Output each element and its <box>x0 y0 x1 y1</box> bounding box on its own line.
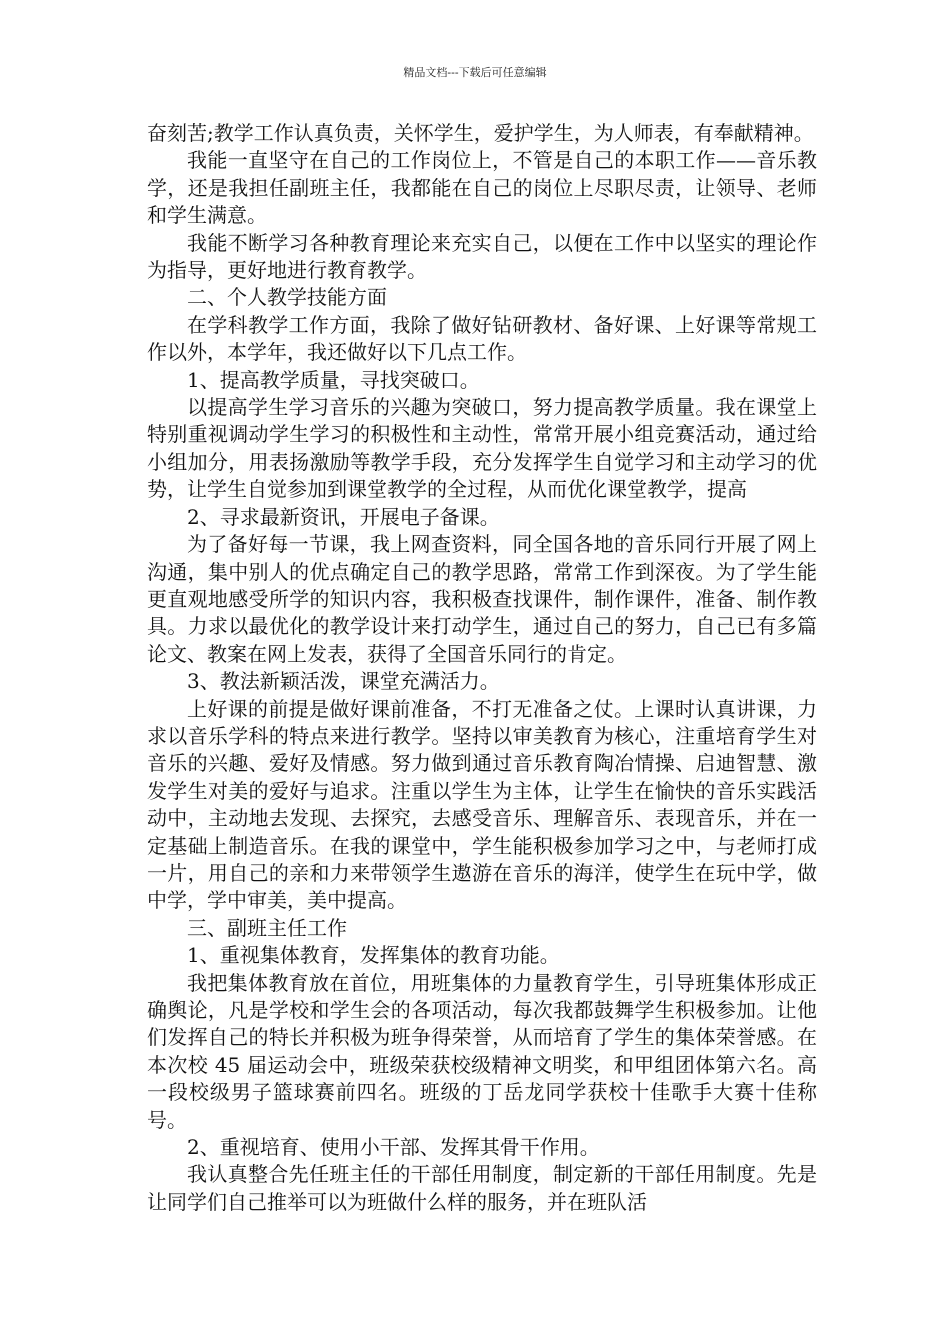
page-header: 精品文档---下载后可任意编辑 <box>403 66 547 79</box>
paragraph: 以提高学生学习音乐的兴趣为突破口，努力提高教学质量。我在课堂上特别重视调动学生学习的积极性和主动性，常常开展小组竞赛活动，通过给小组加分，用表扬激励等教学手段，充分发挥学生自觉学习和主动学习的优势，让学生自觉参加到课堂教学的全过程，从而优化课堂教学，提高 <box>147 395 817 502</box>
paragraph: 我能一直坚守在自己的工作岗位上，不管是自己的本职工作——音乐教学，还是我担任副班主任，我都能在自己的岗位上尽职尽责，让领导、老师和学生满意。 <box>147 148 817 228</box>
paragraph: 我能不断学习各种教育理论来充实自己，以便在工作中以坚实的理论作为指导，更好地进行教育教学。 <box>147 230 817 283</box>
paragraph: 奋刻苦;教学工作认真负责，关怀学生，爱护学生，为人师表，有奉献精神。 <box>147 121 814 145</box>
subheading: 2、重视培育、使用小干部、发挥其骨干作用。 <box>187 1135 600 1160</box>
paragraph: 我认真整合先任班主任的干部任用制度，制定新的干部任用制度。先是让同学们自己推举可以为班做什么样的服务，并在班队活 <box>147 1162 817 1214</box>
subheading: 3、教法新颖活泼，课堂充满活力。 <box>187 669 500 694</box>
paragraph: 上好课的前提是做好课前准备，不打无准备之仗。上课时认真讲课，力求以音乐学科的特点来进行教学。坚持以审美教育为核心，注重培育学生对音乐的兴趣、爱好及情感。努力做到通过音乐教育陶冶情操、启迪智慧、激发学生对美的爱好与追求。注重以学生为主体，让学生在愉快的音乐实践活动中，主动地去发现、去探究，去感受音乐、理解音乐、表现音乐，并在一定基础上制造音乐。在我的课堂中，学生能积极参加学习之中，与老师打成一片，用自己的亲和力来带领学生遨游在音乐的海洋，使学生在玩中学，做中学，学中审美，美中提高。 <box>147 696 817 913</box>
paragraph: 为了备好每一节课，我上网查资料，同全国各地的音乐同行开展了网上沟通，集中别人的优点确定自己的教学思路，常常工作到深夜。为了学生能更直观地感受所学的知识内容，我积极查找课件，制作课件，准备、制作教具。力求以最优化的教学设计来打动学生，通过自己的努力，自己已有多篇论文、教案在网上发表，获得了全国音乐同行的肯定。 <box>147 532 817 666</box>
subheading: 1、提高教学质量，寻找突破口。 <box>187 367 480 392</box>
subheading: 2、寻求最新资讯，开展电子备课。 <box>187 504 500 529</box>
paragraph: 在学科教学工作方面，我除了做好钻研教材、备好课、上好课等常规工作以外，本学年，我还做好以下几点工作。 <box>147 312 817 365</box>
section-heading: 二、个人教学技能方面 <box>187 285 387 310</box>
subheading: 1、重视集体教育，发挥集体的教育功能。 <box>187 943 560 968</box>
paragraph: 我把集体教育放在首位，用班集体的力量教育学生，引导班集体形成正确舆论，凡是学校和学生会的各项活动，每次我都鼓舞学生积极参加。让他们发挥自己的特长并积极为班争得荣誉，从而培育了学生的集体荣誉感。在本次校 45 届运动会中，班级荣获校级精神文明奖，和甲组团体第六名。高一段校级男子篮球赛前四名。班级的丁岳龙同学获校十佳歌手大赛十佳称号。 <box>147 970 817 1132</box>
section-heading: 三、副班主任工作 <box>187 915 347 940</box>
document-body <box>147 120 817 1216</box>
